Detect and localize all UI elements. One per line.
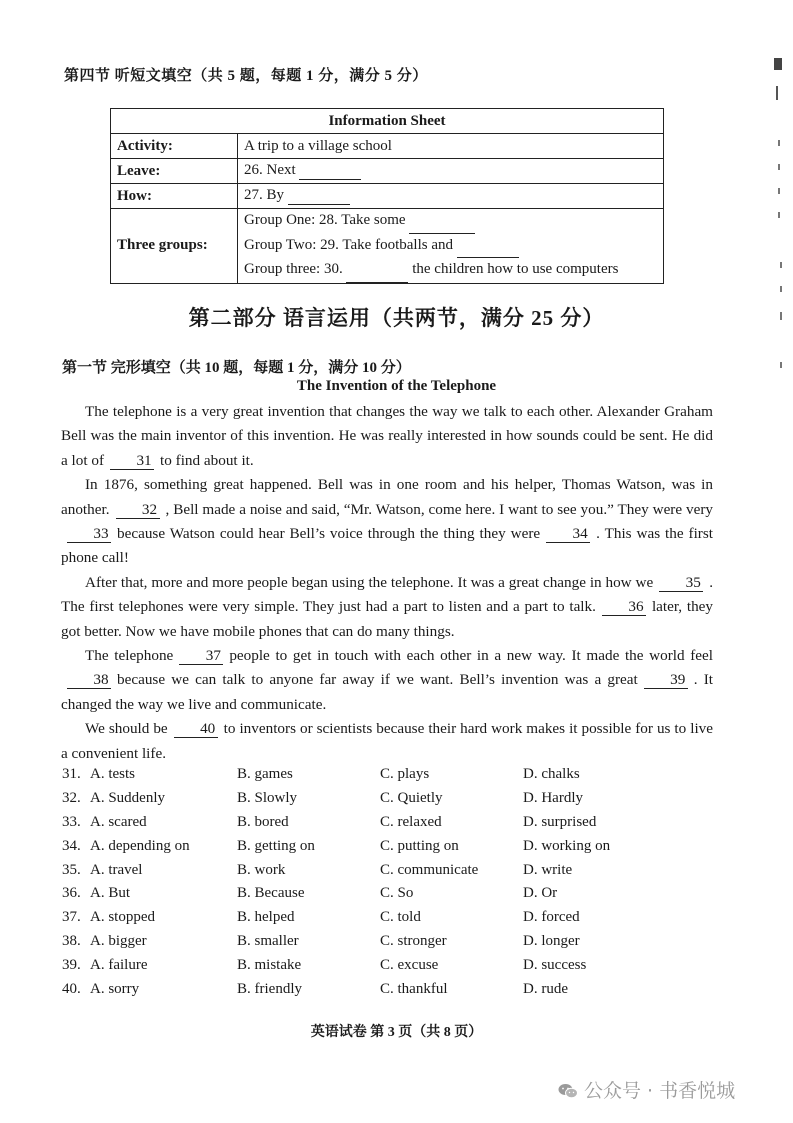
passage-title: The Invention of the Telephone (296, 378, 497, 394)
option-d: D. Or (523, 885, 558, 902)
table-row (111, 134, 664, 159)
option-c: C. plays (380, 766, 430, 782)
page-footer: 英语试卷 第 3 页（共 8 页） (310, 1025, 483, 1040)
option-c: C. thankful (380, 981, 448, 998)
option-b: B. getting on (237, 837, 315, 854)
page-edge-artifacts (768, 56, 793, 380)
answer-blank (409, 209, 475, 234)
option-row (62, 838, 702, 862)
option-row (62, 885, 702, 909)
option-b: B. games (237, 766, 293, 782)
group-text: Group three: 30. (244, 261, 343, 277)
table-row (111, 184, 664, 209)
option-row (62, 957, 702, 981)
answer-blank (299, 162, 361, 180)
row-value: 27. By (244, 187, 285, 203)
option-d: D. Hardly (523, 789, 583, 806)
option-c: C. communicate (380, 861, 479, 878)
option-c: C. putting on (380, 837, 459, 854)
option-a: A. But (90, 885, 131, 902)
row-value: 26. Next (244, 162, 296, 178)
group-line (244, 234, 657, 259)
option-b: B. bored (237, 813, 289, 830)
question-number: 33. (62, 813, 81, 830)
information-sheet-table (110, 108, 664, 284)
table-title: Information Sheet (111, 109, 664, 134)
question-number: 39. (62, 957, 81, 974)
cloze-blank: 37 (179, 647, 223, 665)
row-label: Activity: (111, 134, 238, 159)
cloze-blank: 35 (659, 574, 703, 592)
option-b: B. Because (237, 885, 305, 902)
paragraph: After that, more and more people began using the telephone. It was a great change in how we 35 . The first telephones were very simple. They just had a part to listen and a part to talk. 36 later, they got better. Now we have mobile phones that can do many things. (61, 573, 713, 640)
option-d: D. chalks (523, 766, 580, 782)
option-b: B. helped (237, 909, 295, 926)
option-row (62, 814, 702, 838)
question-number: 36. (62, 885, 81, 902)
row-label: How: (111, 184, 238, 209)
option-c: C. stronger (380, 933, 447, 950)
question-number: 38. (62, 933, 81, 950)
option-row (62, 766, 702, 790)
row-value: A trip to a village school (238, 134, 664, 159)
question-number: 40. (62, 981, 81, 998)
answer-blank (346, 258, 408, 283)
table-row (111, 209, 664, 284)
option-a: A. travel (90, 861, 143, 878)
groups-cell (238, 209, 664, 284)
question-number: 34. (62, 837, 81, 854)
answer-blank (457, 234, 519, 259)
section-heading: 第一节 完形填空（共 10 题，每题 1 分，满分 10 分） (62, 360, 411, 376)
answer-options (62, 766, 702, 1005)
paragraph: We should be 40 to inventors or scientists because their hard work makes it possible for us to live a convenient life. (61, 720, 713, 762)
group-text: Group Two: 29. Take footballs and (244, 236, 453, 253)
section-heading: 第四节 听短文填空（共 5 题，每题 1 分，满分 5 分） (64, 68, 428, 84)
option-a: A. bigger (90, 933, 147, 950)
option-a: A. stopped (90, 909, 155, 926)
answer-blank (288, 187, 350, 205)
scan-edge-marks (768, 56, 793, 376)
option-a: A. sorry (90, 981, 140, 998)
cloze-blank: 32 (116, 501, 160, 519)
option-a: A. tests (90, 766, 135, 782)
row-label: Leave: (111, 159, 238, 184)
option-d: D. write (523, 861, 573, 878)
cloze-blank: 38 (67, 671, 111, 689)
option-b: B. smaller (237, 933, 299, 950)
option-b: B. work (237, 861, 286, 878)
option-row (62, 933, 702, 957)
cloze-blank: 40 (174, 720, 218, 738)
option-c: C. Quietly (380, 789, 443, 806)
question-number: 37. (62, 909, 81, 926)
option-d: D. surprised (523, 813, 597, 830)
group-text: Group One: 28. Take some (244, 212, 406, 228)
option-row (62, 981, 702, 1005)
option-b: B. mistake (237, 957, 302, 974)
group-line (244, 258, 657, 283)
paragraph: The telephone is a very great invention that changes the way we talk to each other. Alexander Graham Bell was the main inventor of this invention. He was really interested in how sounds could be sent. He did a lot of 31 to find about it. (61, 403, 713, 469)
option-c: C. excuse (380, 957, 439, 974)
option-row (62, 909, 702, 933)
watermark-text: 公众号 · 书香悦城 (584, 1080, 736, 1102)
option-a: A. failure (90, 957, 148, 974)
question-number: 35. (62, 861, 81, 878)
option-d: D. working on (523, 837, 611, 854)
row-value-cell (238, 184, 664, 209)
option-b: B. friendly (237, 981, 302, 998)
row-value-cell (238, 159, 664, 184)
part-heading: 第二部分 语言运用（共两节，满分 25 分） (188, 306, 605, 330)
option-row (62, 862, 702, 886)
cloze-blank: 34 (546, 525, 590, 543)
option-d: D. longer (523, 933, 580, 950)
watermark (558, 1076, 735, 1103)
row-label: Three groups: (111, 209, 238, 284)
question-number: 32. (62, 789, 81, 806)
option-a: A. depending on (90, 837, 190, 854)
question-number: 31. (62, 766, 81, 782)
option-c: C. told (380, 909, 421, 926)
option-a: A. scared (90, 813, 147, 830)
option-d: D. rude (523, 981, 568, 998)
option-a: A. Suddenly (90, 789, 165, 806)
option-row (62, 790, 702, 814)
group-line (244, 209, 657, 234)
cloze-passage (61, 400, 713, 766)
option-d: D. success (523, 957, 587, 974)
cloze-blank: 39 (644, 671, 688, 689)
option-d: D. forced (523, 909, 580, 926)
table-row (111, 159, 664, 184)
cloze-blank: 33 (67, 525, 111, 543)
wechat-icon (558, 1083, 578, 1099)
option-b: B. Slowly (237, 789, 298, 806)
paragraph: The telephone 37 people to get in touch with each other in a new way. It made the world feel38 because we can talk to anyone far away if we want. Bell’s invention was a great 39 . It changed the way we live and communicate. (61, 647, 714, 713)
option-c: C. relaxed (380, 813, 442, 830)
paragraph: In 1876, something great happened. Bell was in one room and his helper, Thomas Watson, was in another. 32 , Bell made a noise and said, “Mr. Watson, come here. I want to see you.” They were very33 because Watson could hear Bell’s voice through the thing they were 34 . This was the first phone call! (61, 476, 713, 567)
cloze-blank: 31 (110, 452, 154, 470)
option-c: C. So (380, 885, 414, 902)
cloze-blank: 36 (602, 598, 646, 616)
group-text: the children how to use computers (412, 261, 619, 277)
